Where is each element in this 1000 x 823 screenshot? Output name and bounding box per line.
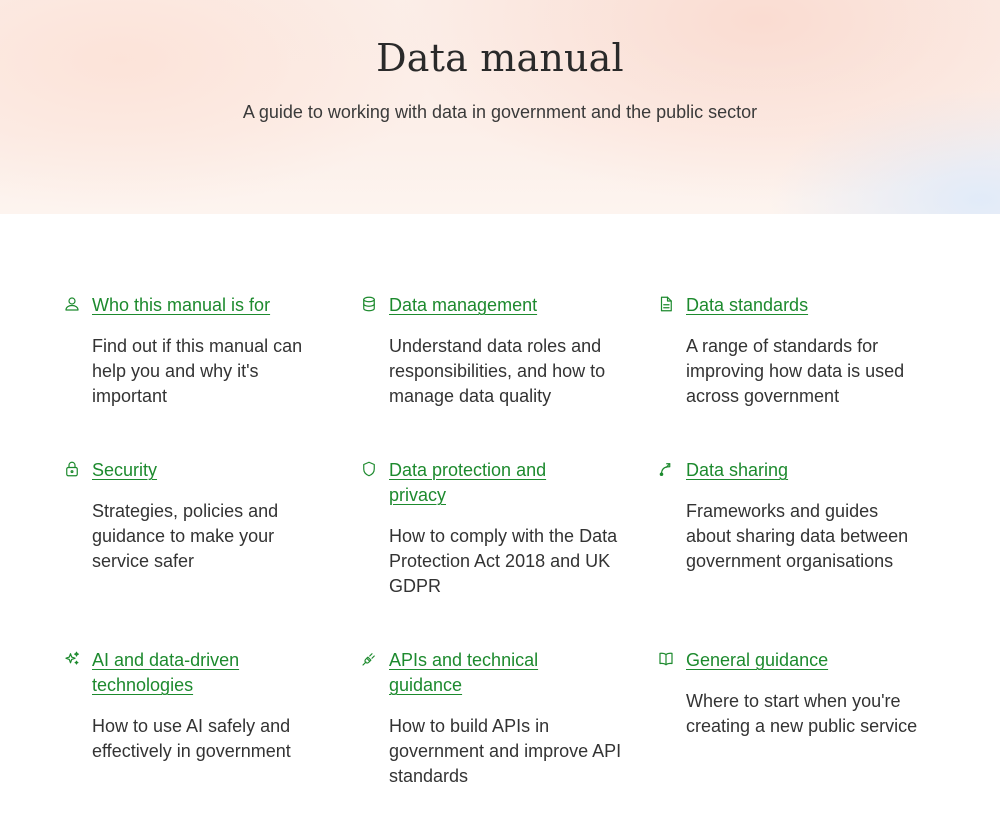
topic-card-data-protection [359, 458, 629, 599]
topic-description: Strategies, policies and guidance to make your service safer [92, 501, 279, 571]
person-icon [62, 294, 82, 314]
link-data-sharing[interactable]: Data sharing [686, 460, 789, 480]
link-apis-and-technical-guidance[interactable]: APIs and technical guidance [389, 650, 539, 695]
link-data-management[interactable]: Data management [389, 295, 538, 315]
lock-icon [62, 459, 82, 479]
topic-description: How to build APIs in government and improve API standards [389, 716, 622, 786]
topic-description: Find out if this manual can help you and why it's important [92, 336, 303, 406]
topic-card-data-sharing [656, 458, 926, 574]
plug-icon [359, 649, 379, 669]
document-icon [656, 294, 676, 314]
topic-description: A range of standards for improving how data is used across government [686, 336, 905, 406]
topic-description: Understand data roles and responsibilities, and how to manage data quality [389, 336, 606, 406]
link-security[interactable]: Security [92, 460, 158, 480]
share-icon [656, 459, 676, 479]
topic-card-data-management [359, 293, 629, 409]
database-icon [359, 294, 379, 314]
page-title: Data manual [376, 36, 624, 80]
book-icon [656, 649, 676, 669]
page-subtitle: A guide to working with data in government and the public sector [242, 102, 758, 122]
link-ai-and-data-driven-technologies[interactable]: AI and data-driven technologies [92, 650, 240, 695]
topic-card-apis [359, 648, 629, 789]
link-general-guidance[interactable]: General guidance [686, 650, 829, 670]
link-data-standards[interactable]: Data standards [686, 295, 809, 315]
topic-description: How to comply with the Data Protection Act 2018 and UK GDPR [389, 526, 618, 596]
shield-icon [359, 459, 379, 479]
topic-card-general-guidance [656, 648, 926, 739]
link-who-this-manual-is-for[interactable]: Who this manual is for [92, 295, 271, 315]
topic-description: Where to start when you're creating a new public service [686, 691, 918, 736]
sparkles-icon [62, 649, 82, 669]
link-data-protection-and-privacy[interactable]: Data protection and privacy [389, 460, 547, 505]
topic-card-data-standards [656, 293, 926, 409]
hero-banner [0, 0, 1000, 214]
topic-card-ai [62, 648, 332, 764]
topic-description: How to use AI safely and effectively in government [92, 716, 291, 761]
topic-description: Frameworks and guides about sharing data between government organisations [686, 501, 909, 571]
topic-card-security [62, 458, 332, 574]
topic-card-who-for [62, 293, 332, 409]
